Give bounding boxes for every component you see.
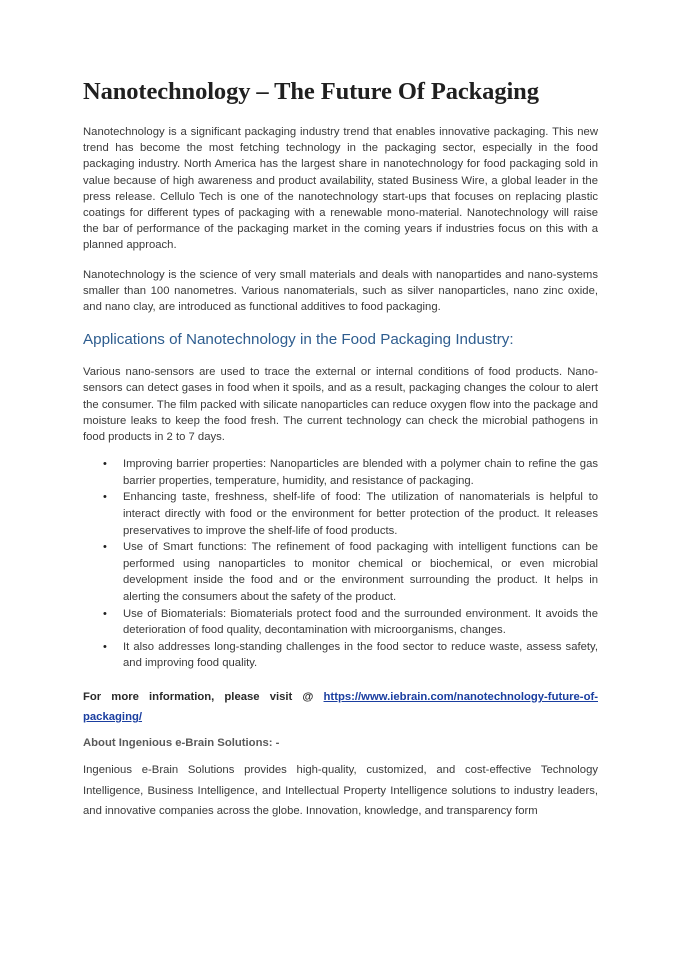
list-item bbox=[83, 639, 598, 672]
about-paragraph: Ingenious e-Brain Solutions provides high-quality, customized, and cost-effective Technology Intelligence, Business Intelligence, and Intellectual Property Intelligence solutions to industry leaders, and innovative companies across the globe. Innovation, knowledge, and transparency form bbox=[83, 764, 598, 818]
bullet-icon: • bbox=[103, 607, 107, 620]
bullet-icon: • bbox=[103, 458, 107, 471]
intro-paragraph: Nanotechnology is a significant packaging industry trend that enables innovative packaging. This new trend has become the most fetching technology in the packaging sector, especially in the food packaging industry. North America has the largest share in nanotechnology for food packaging sold in value because of high awareness and product availability, stated Business Wire, a global leader in the press release. Cellulo Tech is one of the nanotechnology start-ups that focuses on replacing plastic coatings for different types of packaging with a renewable mono-material. Nanotechnology will raise the bar of performance of the packaging market in the coming years if industries focus on this with a planned approach. bbox=[83, 126, 598, 252]
list-item-text: Enhancing taste, freshness, shelf-life of food: The utilization of nanomaterials is helpful to interact directly with food or the environment for better protection of the product. It releases preservatives to improve the shelf-life of food products. bbox=[123, 491, 598, 537]
list-item bbox=[83, 606, 598, 639]
science-paragraph: Nanotechnology is the science of very small materials and deals with nanopartides and nano-systems smaller than 100 nanometres. Various nanomaterials, such as silver nanoparticles, nano zinc oxide, and nano clay, are introduced as functional additives to food packaging. bbox=[83, 268, 598, 314]
more-info-line bbox=[83, 687, 598, 727]
list-item bbox=[83, 539, 598, 605]
list-item-text: Use of Smart functions: The refinement of food packaging with intelligent functions can be performed using nanoparticles to monitor chemical or biochemical, or even microbial development inside the food and or the environment surrounding the product. It helps in alerting the consumers about the safety of the product. bbox=[123, 541, 598, 603]
bullet-icon: • bbox=[103, 491, 107, 504]
section-heading: Applications of Nanotechnology in the Food Packaging Industry: bbox=[83, 331, 514, 349]
list-item-text: It also addresses long-standing challenges in the food sector to reduce waste, assess safety, and improving food quality. bbox=[123, 640, 598, 670]
applications-list bbox=[83, 456, 598, 672]
about-heading: About Ingenious e-Brain Solutions: - bbox=[83, 736, 280, 749]
page-title: Nanotechnology – The Future Of Packaging bbox=[83, 78, 539, 105]
more-info-prefix: For more information, please visit @ bbox=[83, 690, 324, 703]
bullet-icon: • bbox=[103, 640, 107, 653]
list-item bbox=[83, 489, 598, 539]
more-info-link[interactable]: https://www.iebrain.com/nanotechnology-future-of-packaging/ bbox=[83, 690, 598, 723]
section-paragraph: Various nano-sensors are used to trace the external or internal conditions of food products. Nano-sensors can detect gases in food when it spoils, and as a result, packaging changes the colour to alert the consumer. The film packed with silicate nanoparticles can reduce oxygen flow into the package and moisture leaks to keep the food fresh. The current technology can check the microbial pathogens in food products in 2 to 7 days. bbox=[83, 366, 598, 444]
list-item bbox=[83, 456, 598, 489]
document-page bbox=[83, 78, 598, 822]
list-item-text: Improving barrier properties: Nanoparticles are blended with a polymer chain to refine the gas barrier properties, temperature, humidity, and resistance of packaging. bbox=[123, 458, 598, 487]
list-item-text: Use of Biomaterials: Biomaterials protect food and the surrounded environment. It avoids the deterioration of food quality, decontamination with microorganisms, changes. bbox=[123, 607, 598, 637]
bullet-icon: • bbox=[103, 541, 107, 554]
